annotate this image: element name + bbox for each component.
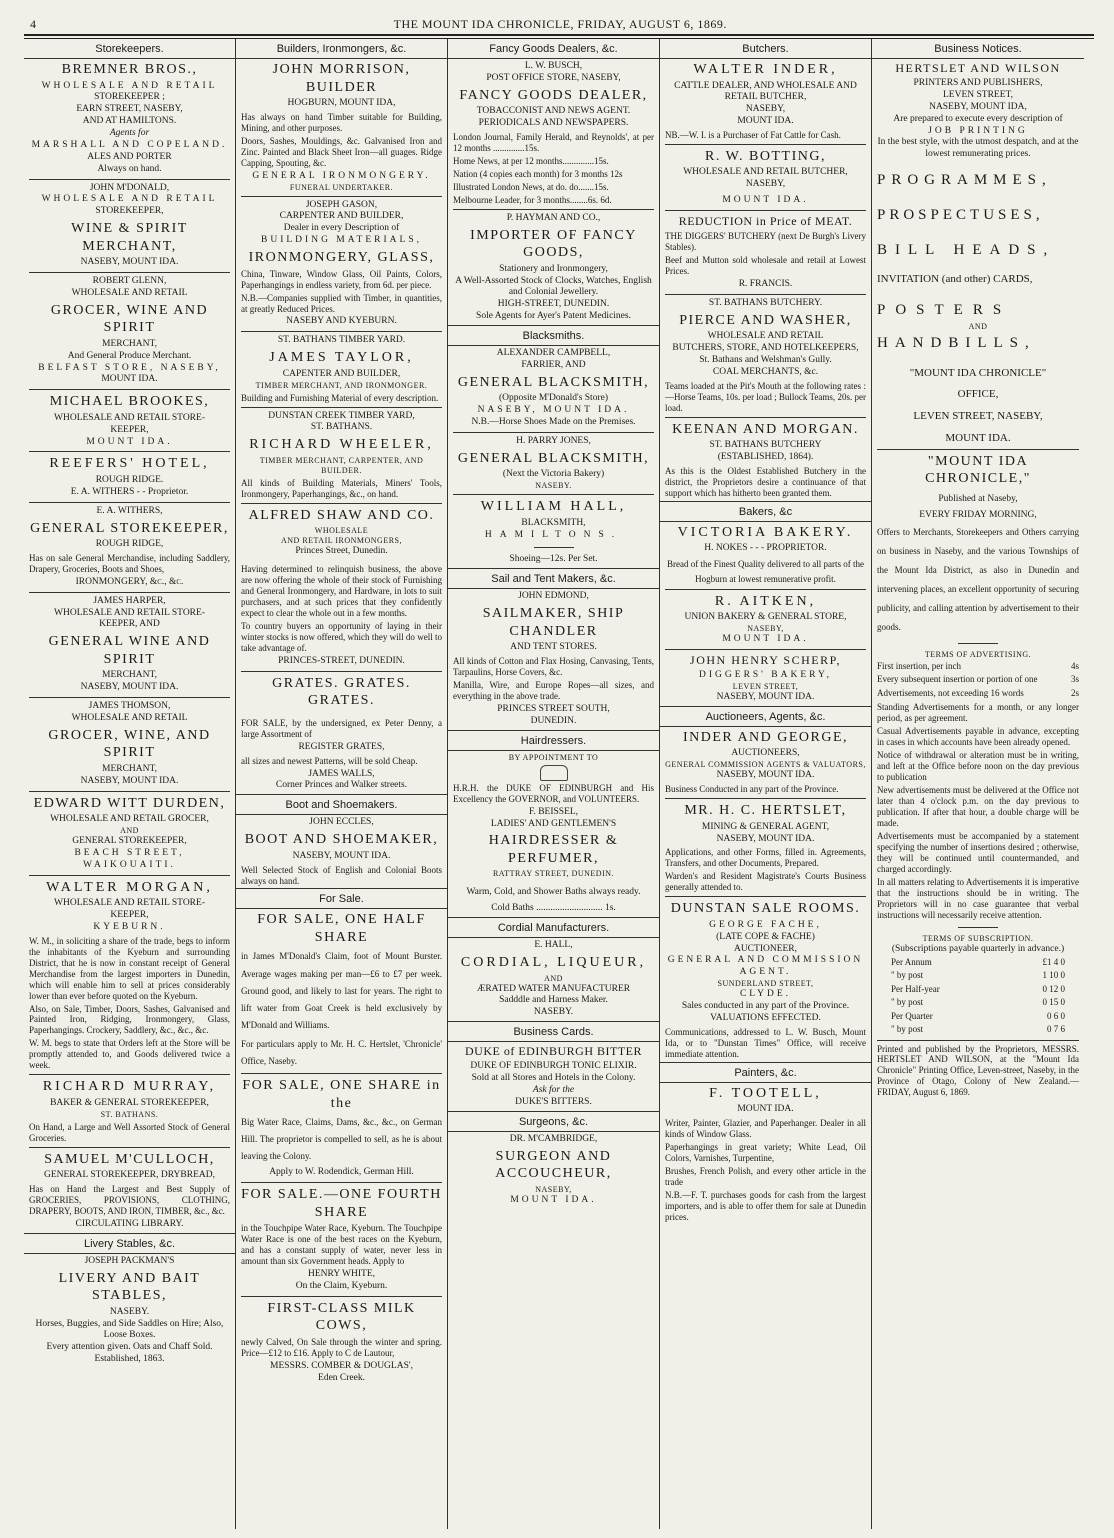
- section-heading: Fancy Goods Dealers, &c.: [448, 39, 659, 59]
- royal-crest-icon: [540, 765, 568, 781]
- ad-chronicle: "MOUNT IDA CHRONICLE," Published at Naseby, EVERY FRIDAY MORNING, Offers to Merchants, Storekeepers and Others carrying on business in Naseby, and the various Townships of the Mount Ida District, as also in Dunedin and intervening places, an excellent opportunity of securing publicity, and calling attention by advertisement to their goods.: [877, 453, 1079, 644]
- ad-mccambridge: DR. M'CAMBRIDGE, SURGEON AND ACCOUCHEUR, NASEBY, MOUNT IDA.: [495, 1133, 612, 1205]
- ad-glenn: ROBERT GLENN, WHOLESALE AND RETAIL GROCER, WINE AND SPIRIT MERCHANT, And General Produce Merchant. BELFAST STORE, NASEBY, MOUNT IDA.: [38, 276, 221, 385]
- ad-dukes-bitters: DUKE of EDINBURGH BITTER DUKE OF EDINBURGH TONIC ELIXIR. Sold at all Stores and Hotels in the Colony. Ask for the DUKE'S BITTERS.: [465, 1044, 642, 1107]
- ad-durden: EDWARD WITT DURDEN, WHOLESALE AND RETAIL GROCER, AND GENERAL STOREKEEPER, BEACH STREET, WAIKOUAITI.: [33, 795, 226, 870]
- ad-one-share: FOR SALE, ONE SHARE in the Big Water Race, Claims, Dams, &c., &c., on German Hill. The proprietor is compelled to sell, as he is about leaving the Colony. Apply to W. Rodendick, German Hill.: [241, 1078, 442, 1178]
- column-storekeepers: [24, 39, 236, 1529]
- ad-eccles: JOHN ECCLES, BOOT AND SHOEMAKER, NASEBY, MOUNT IDA. Well Selected Stock of English and Colonial Boots always on hand.: [241, 817, 442, 886]
- ad-botting: R. W. BOTTING, WHOLESALE AND RETAIL BUTCHER, NASEBY, MOUNT IDA.: [683, 148, 848, 206]
- section-heading: Sail and Tent Makers, &c.: [448, 568, 659, 589]
- ad-aitken: R. AITKEN, UNION BAKERY & GENERAL STORE, NASEBY, MOUNT IDA.: [684, 593, 847, 645]
- ad-e-hall: E. HALL, CORDIAL, LIQUEUR, AND ÆRATED WATER MANUFACTURER Sadddle and Harness Maker. NASEBY.: [460, 940, 647, 1018]
- ad-withers: E. A. WITHERS, GENERAL STOREKEEPER, ROUGH RIDGE, Has on sale General Merchandise, including Saddlery, Drapery, Groceries, Boots and Shoes, IRONMONGERY, &c., &c.: [29, 505, 230, 587]
- ad-shaw: ALFRED SHAW AND CO. WHOLESALE AND RETAIL IRONMONGERS, Princes Street, Dunedin. Having determined to relinquish business, the above are now offering the whole of their stock of Furnishing and General Ironmongery, and Hardware, in lots to suit purchasers, and at such prices that they confidently expect to clear the whole out in a few months. To country buyers an opportunity of laying in their winter stocks is now offered, which they will do well to take advantage of. PRINCES-STREET, DUNEDIN.: [241, 507, 442, 666]
- ad-dunstan-sale-rooms: DUNSTAN SALE ROOMS. GEORGE FACHE, (LATE COPE & FACHE) AUCTIONEER, GENERAL AND COMMISSION AGENT. SUNDERLAND STREET, CLYDE. Sales conducted in any part of the Province. VALUATIONS EFFECTED. Communications, addressed to L. W. Busch, Mount Ida, or to "Dunstan Times" Office, will receive immediate attention.: [665, 901, 866, 1059]
- section-heading: For Sale.: [236, 888, 447, 909]
- ad-beissel: BY APPOINTMENT TO H.R.H. the DUKE OF EDINBURGH and His Excellency the GOVERNOR, and VOLUNTEERS. F. BEISSEL, LADIES' AND GENTLEMEN'S HAIRDRESSER & PERFUMER, RATTRAY STREET, DUNEDIN. Warm, Cold, and Shower Baths always ready. Cold Baths ............................ 1s.: [453, 752, 654, 914]
- ad-thomson: JAMES THOMSON, WHOLESALE AND RETAIL GROCER, WINE, AND SPIRIT MERCHANT, NASEBY, MOUNT IDA.: [48, 701, 211, 786]
- ad-taylor: ST. BATHANS TIMBER YARD. JAMES TAYLOR, CAPENTER AND BUILDER, TIMBER MERCHANT, AND IRONMONGER. Building and Furnishing Material of every description.: [241, 335, 439, 403]
- column-butchers: [660, 39, 872, 1529]
- ad-hayman: P. HAYMAN AND CO., IMPORTER OF FANCY GOODS, Stationery and Ironmongery, A Well-Assorted Stock of Clocks, Watches, English and Colonial Jewellery. HIGH-STREET, DUNEDIN. Sole Agents for Ayer's Patent Medicines.: [455, 212, 652, 322]
- ad-diggers-butchery: REDUCTION in Price of MEAT. THE DIGGERS' BUTCHERY (next De Burgh's Livery Stables). Beef and Mutton sold wholesale and retail at Lowest Prices. R. FRANCIS.: [665, 214, 866, 289]
- column-builders: [236, 39, 448, 1529]
- ad-william-hall: WILLIAM HALL, BLACKSMITH, HAMILTONS. Shoeing—12s. Per Set.: [480, 499, 627, 565]
- section-heading: Boot and Shoemakers.: [236, 794, 447, 815]
- masthead: [24, 10, 1094, 32]
- ad-scherp: JOHN HENRY SCHERP, DIGGERS' BAKERY, LEVEN STREET, NASEBY, MOUNT IDA.: [690, 653, 841, 703]
- imprint: Printed and published by the Proprietors, MESSRS. HERTSLET AND WILSON, at the "Mount Ida Chronicle" Printing Office, Leven-street, Naseby, in the Province of Otago, Colony of New Zealand.—FRIDAY, August 6, 1869.: [877, 1043, 1079, 1098]
- ad-busch: L. W. BUSCH, POST OFFICE STORE, NASEBY, FANCY GOODS DEALER, TOBACCONIST AND NEWS AGENT. PERIODICALS AND NEWSPAPERS. London Journal, Family Herald, and Reynolds', at per 12 months ..............15s. Home News, at per 12 months..............15s. Nation (4 copies each month) for 3 months 12s Illustrated London News, at do. do.......15s. Melbourne Leader, for 3 months........6s. 6d.: [453, 61, 654, 205]
- ad-bremner: BREMNER BROS., WHOLESALE AND RETAIL STOREKEEPER ; EARN STREET, NASEBY, AND AT HAMILTONS. Agents for MARSHALL AND COPELAND. ALES AND PORTER Always on hand.: [31, 62, 228, 174]
- section-heading: Painters, &c.: [660, 1062, 871, 1083]
- terms-of-advertising: TERMS OF ADVERTISING. First insertion, per inch 4s Every subsequent insertion or portion of one 3s Advertisements, not exceeding 16 words 2s Standing Advertisements for a month, or any longer period, as per agreement. Casual Advertisements payable in advance, excepting in cases in which accounts have been already opened. Notice of withdrawal or alteration must be in writing, and left at the Office before noon on the day previous to publication New advertisements must be delivered at the Office not later than 4 o'clock p.m. on the day previous to publication. If after that hour, a double charge will be made. Advertisements must be accompanied by a statement specifying the number of insertions desired ; otherwise, they will be continued until countermanded, and charged accordingly. In all matters relating to Advertisements it is imperative that the instructions should be in writing. The Proprietors will in no case guarantee that verbal instructions will necessarily receive attention.: [877, 650, 1079, 928]
- section-heading: Hairdressers.: [448, 730, 659, 751]
- ad-brookes: MICHAEL BROOKES, WHOLESALE AND RETAIL STORE- KEEPER, MOUNT IDA.: [49, 394, 210, 447]
- ad-grates: GRATES. GRATES. GRATES. FOR SALE, by the undersigned, ex Peter Denny, a large Assortment of REGISTER GRATES, all sizes and newest Patterns, will be sold Cheap. JAMES WALLS, Corner Princes and Walker streets.: [241, 675, 442, 791]
- section-heading: Business Notices.: [872, 39, 1084, 59]
- ad-inder: WALTER INDER, CATTLE DEALER, AND WHOLESALE AND RETAIL BUTCHER, NASEBY, MOUNT IDA. NB.—W. I. is a Purchaser of Fat Cattle for Cash.: [665, 62, 857, 140]
- page-number: 4: [30, 17, 37, 31]
- ad-murray: RICHARD MURRAY, BAKER & GENERAL STOREKEEPER, ST. BATHANS. On Hand, a Large and Well Assorted Stock of General Groceries.: [29, 1079, 230, 1143]
- ad-reefers-hotel: REEFERS' HOTEL, ROUGH RIDGE. E. A. WITHERS - - Proprietor.: [49, 456, 210, 497]
- ad-walter-morgan: WALTER MORGAN, WHOLESALE AND RETAIL STORE- KEEPER, KYEBURN. W. M., in soliciting a share of the trade, begs to inform the inhabitants of the Kyeburn and surrounding District, that he is now in constant receipt of General Merchandise from the largest importers in Dunedin, which will enable him to sell at prices considerably lower than ever before quoted on the Kyeburn. Also, on Sale, Timber, Doors, Sashes, Galvanised and Painted Iron, Ridging, Ironmongery, Glass, Paperhangings. Crockery, Saddlery, &c., &c., &c. W. M. begs to state that Orders left at the Store will be promptly attended to, and Goods delivered twice a week.: [29, 879, 230, 1071]
- section-heading: Auctioneers, Agents, &c.: [660, 706, 871, 727]
- column-fancy-goods: [448, 39, 660, 1529]
- ad-campbell: ALEXANDER CAMPBELL, FARRIER, AND GENERAL BLACKSMITH, (Opposite M'Donald's Store) NASEBY, MOUNT IDA. N.B.—Horse Shoes Made on the Premises.: [457, 348, 650, 428]
- ad-parry-jones: H. PARRY JONES, GENERAL BLACKSMITH, (Next the Victoria Bakery) NASEBY.: [457, 435, 650, 491]
- ad-harper: JAMES HARPER, WHOLESALE AND RETAIL STORE- KEEPER, AND GENERAL WINE AND SPIRIT MERCHANT, NASEBY, MOUNT IDA.: [48, 595, 211, 693]
- section-heading: Builders, Ironmongers, &c.: [236, 39, 447, 59]
- ad-packman: JOSEPH PACKMAN'S LIVERY AND BAIT STABLES, NASEBY. Horses, Buggies, and Side Saddles on Hire; Also, Loose Boxes. Every attention given. Oats and Chaff Sold. Established, 1863.: [35, 1255, 224, 1365]
- ad-wheeler: DUNSTAN CREEK TIMBER YARD, ST. BATHANS. RICHARD WHEELER, TIMBER MERCHANT, CARPENTER, AND BUILDER. All kinds of Building Materials, Miners' Tools, Ironmongery, Paperhangings, &c., on hand.: [241, 410, 442, 499]
- section-heading: Bakers, &c: [660, 501, 871, 522]
- section-heading: Butchers.: [660, 39, 871, 59]
- ad-tootell: F. TOOTELL, MOUNT IDA. Writer, Painter, Glazier, and Paperhanger. Dealer in all kinds of Window Glass. Paperhangings in great variety; White Lead, Oil Colors, Varnishes, Turpentine, Brushes, French Polish, and every other article in the trade N.B.—F. T. purchases goods for cash from the largest importers, and is able to offer them for sale at Dunedin prices.: [665, 1085, 866, 1222]
- section-heading: Blacksmiths.: [448, 325, 659, 346]
- ad-half-share: FOR SALE, ONE HALF SHARE in James M'Donald's Claim, foot of Mount Burster. Average wages making per man—£6 to £7 per week. Ground good, and likely to last for years. The right to lift water from Goat Creek is held exclusively by M'Donald and Williams. For particulars apply to Mr. H. C. Hertslet, 'Chronicle' Office, Naseby.: [241, 912, 442, 1067]
- ad-morrison: JOHN MORRISON, BUILDER HOGBURN, MOUNT IDA, Has always on hand Timber suitable for Building, Mining, and other purposes. Doors, Sashes, Mouldings, &c. Galvanised Iron and Zinc. Painted and Black Sheet Iron—all guages. Ridge Capping, Spouting, &c. GENERAL IRONMONGERY. FUNERAL UNDERTAKER.: [241, 62, 442, 192]
- column-business-notices: [872, 39, 1084, 1529]
- section-heading: Cordial Manufacturers.: [448, 917, 659, 938]
- ad-fourth-share: FOR SALE.—ONE FOURTH SHARE in the Touchpipe Water Race, Kyeburn. The Touchpipe Water Race is one of the best races on the Kyeburn, and has a constant supply of water, never less in amount than six Government heads. Apply to HENRY WHITE, On the Claim, Kyeburn.: [241, 1187, 442, 1292]
- ad-gason: JOSEPH GASON, CARPENTER AND BUILDER, Dealer in every Description of BUILDING MATERIALS, IRONMONGERY, GLASS, China, Tinware, Window Glass, Oil Paints, Colors, Paperhangings in endless variety, from 6d. per piece. N.B.—Companies supplied with Timber, in quantities, at greatly Reduced Prices. NASEBY AND KYEBURN.: [241, 199, 442, 327]
- ad-mcculloch: SAMUEL M'CULLOCH, GENERAL STOREKEEPER, DRYBREAD, Has on Hand the Largest and Best Supply of GROCERIES, PROVISIONS, CLOTHING, DRAPERY, BOOTS, AND IRON, TIMBER, &c., &c. CIRCULATING LIBRARY.: [29, 1151, 230, 1229]
- ad-hertslet-agent: MR. H. C. HERTSLET, MINING & GENERAL AGENT, NASEBY, MOUNT IDA. Applications, and other Forms, filled in. Agreements, Transfers, and other Documents, Prepared. Warden's and Resident Magistrate's Courts Business generally attended to.: [665, 803, 866, 893]
- ad-milk-cows: FIRST-CLASS MILK COWS, newly Calved, On Sale through the winter and spring. Price—£12 to £16. Apply to C de Lautour, MESSRS. COMBER & DOUGLAS', Eden Creek.: [241, 1300, 442, 1383]
- masthead-title: THE MOUNT IDA CHRONICLE, FRIDAY, AUGUST 6, 1869.: [393, 17, 727, 31]
- section-heading: Business Cards.: [448, 1021, 659, 1042]
- section-heading: Livery Stables, &c.: [24, 1233, 235, 1254]
- ad-inder-george: INDER AND GEORGE, AUCTIONEERS, GENERAL COMMISSION AGENTS & VALUATORS, NASEBY, MOUNT IDA. Business Conducted in any part of the Province.: [665, 729, 866, 795]
- ad-hertslet-wilson: HERTSLET AND WILSON PRINTERS AND PUBLISHERS, LEVEN STREET, NASEBY, MOUNT IDA, Are prepared to execute every description of JOB PRINTING In the best style, with the utmost despatch, and at the lowest remunerating prices. PROGRAMMES, PROSPECTUSES, BILL HEADS, INVITATION (and other) CARDS, POSTERS AND HANDBILLS, "MOUNT IDA CHRONICLE" OFFICE, LEVEN STREET, NASEBY, MOUNT IDA.: [877, 61, 1079, 444]
- ad-edmond: JOHN EDMOND, SAILMAKER, SHIP CHANDLER AND TENT STORES. All kinds of Cotton and Flax Hosing, Canvasing, Tents, Tarpaulins, Horse Covers, &c. Manilla, Wire, and Europe Ropes—all sizes, and everything in the above trade. PRINCES STREET SOUTH, DUNEDIN.: [453, 591, 654, 726]
- ad-keenan-morgan: KEENAN AND MORGAN. ST. BATHANS BUTCHERY (ESTABLISHED, 1864). As this is the Oldest Established Butchery in the district, the Proprietors desire a continuance of that support which has hitherto been granted them.: [665, 421, 866, 498]
- terms-of-subscription: TERMS OF SUBSCRIPTION. (Subscriptions payable quarterly in advance.) Per Annum £1 4 0 " by post 1 10 0 Per Half-year 0 12 0 " by post 0 15 0 Per Quarter 0 6 0 " by post 0 7 6: [891, 933, 1065, 1034]
- ad-victoria-bakery: VICTORIA BAKERY. H. NOKES - - - PROPRIETOR. Bread of the Finest Quality delivered to all parts of the Hogburn at lowest remunerative profit.: [667, 524, 864, 584]
- ad-mdonald: JOHN M'DONALD, WHOLESALE AND RETAIL STOREKEEPER, WINE & SPIRIT MERCHANT, NASEBY, MOUNT IDA.: [41, 182, 218, 268]
- ad-pierce-washer: ST. BATHANS BUTCHERY. PIERCE AND WASHER, WHOLESALE AND RETAIL BUTCHERS, STORE, AND HOTELKEEPERS, St. Bathans and Welshman's Gully. COAL MERCHANTS, &c. Teams loaded at the Pit's Mouth at the following rates :—Horse Teams, 10s. per load ; Bullock Teams, 20s. per load.: [665, 297, 866, 413]
- section-heading: Surgeons, &c.: [448, 1111, 659, 1132]
- section-heading: Storekeepers.: [24, 39, 235, 59]
